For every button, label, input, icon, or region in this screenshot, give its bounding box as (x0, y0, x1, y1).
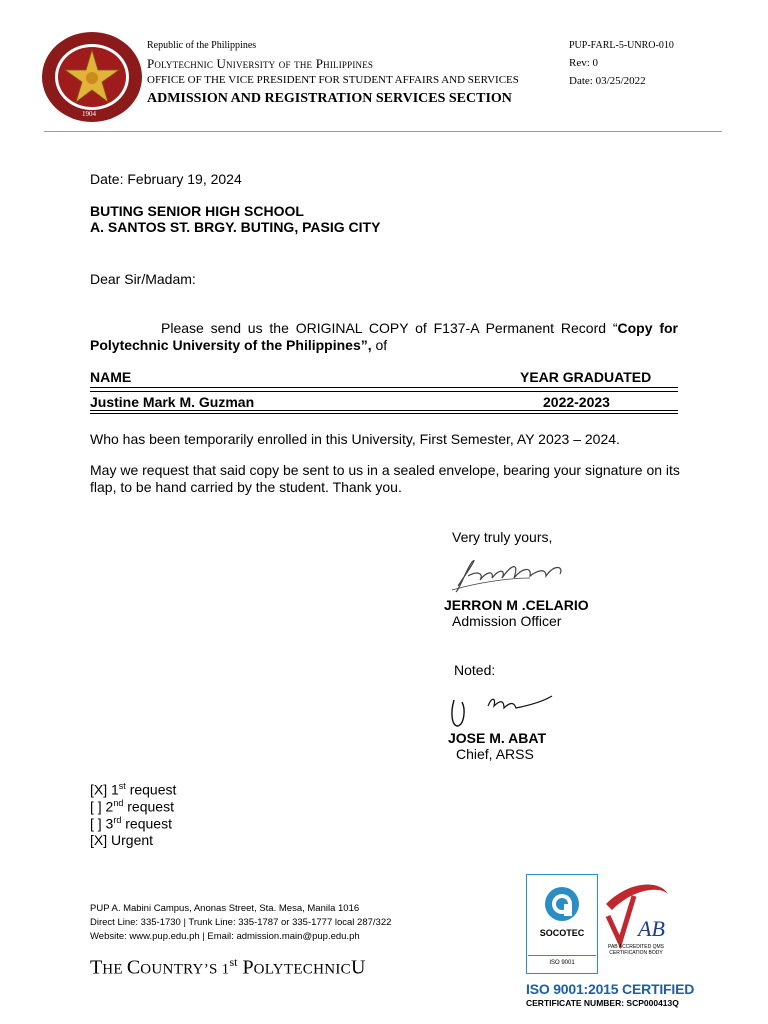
request-item-label: request (121, 815, 172, 832)
table-rule (90, 410, 678, 411)
footer-web: Website: www.pup.edu.ph | Email: admission.main@pup.edu.ph (90, 931, 360, 942)
request-item-urgent (90, 832, 153, 848)
form-code: PUP-FARL-5-UNRO-010 (569, 40, 674, 51)
header-divider (44, 131, 722, 132)
signature-abat (446, 690, 558, 730)
socotec-logo-icon (540, 882, 584, 926)
recipient-school: BUTING SENIOR HIGH SCHOOL (90, 203, 304, 219)
tagline-part: C (126, 956, 141, 979)
recipient-address: A. SANTOS ST. BRGY. BUTING, PASIG CITY (90, 219, 381, 235)
certificate-number: CERTIFICATE NUMBER: SCP000413Q (526, 998, 679, 1008)
header-republic: Republic of the Philippines (147, 40, 257, 51)
enrollment-paragraph: Who has been temporarily enrolled in this University, First Semester, AY 2023 – 2024. (90, 431, 620, 447)
header-section: ADMISSION AND REGISTRATION SERVICES SECTION (147, 91, 512, 106)
socotec-name: SOCOTEC (539, 928, 585, 938)
tagline-part: HE (102, 961, 127, 978)
header-university: Polytechnic University of the Philippines (147, 56, 374, 71)
seal-year: 1904 (82, 110, 96, 118)
request-paragraph-bold: Copy for Polytechnic University of the Philippines”, (90, 320, 678, 353)
pab-logo-icon (600, 874, 672, 972)
table-header-name: NAME (90, 369, 132, 385)
footer-address: PUP A. Mabini Campus, Anonas Street, Sta. Mesa, Manila 1016 (90, 903, 360, 914)
request-item-text: [ ] 2 (90, 798, 114, 815)
table-cell-name: Justine Mark M. Guzman (90, 394, 255, 410)
request-paragraph (90, 320, 678, 354)
tagline-part: P (237, 956, 254, 979)
request-item-text: [ ] 3 (90, 815, 114, 832)
tagline-part: OLYTECHNIC (253, 961, 351, 978)
table-rule (90, 387, 678, 388)
instructions-paragraph: May we request that said copy be sent to us in a sealed envelope, bearing your signature on its flap, to be hand carried by the student. Thank you. (90, 462, 680, 495)
iso-certified: ISO 9001:2015 CERTIFIED (526, 981, 695, 997)
table-header-year: YEAR GRADUATED (520, 369, 652, 385)
signatory1-name: JERRON M .CELARIO (444, 597, 589, 613)
tagline-part: T (90, 956, 103, 979)
form-date: Date: 03/25/2022 (569, 75, 646, 87)
tagline-part: U (350, 956, 366, 979)
closing: Very truly yours, (452, 529, 553, 545)
request-item-text: [X] 1 (90, 781, 119, 798)
request-item-first (90, 781, 176, 798)
socotec-iso: ISO 9001 (528, 955, 596, 971)
signatory2-title: Chief, ARSS (456, 746, 534, 762)
header-office: OFFICE OF THE VICE PRESIDENT FOR STUDENT AFFAIRS AND SERVICES (147, 74, 519, 86)
request-paragraph-end: of (371, 337, 388, 353)
tagline-part: st (229, 955, 238, 969)
request-item-text: [X] Urgent (90, 832, 154, 848)
request-paragraph-text: Please send us the ORIGINAL COPY of F137-A Permanent Record “ (161, 320, 618, 336)
form-rev: Rev: 0 (569, 57, 599, 69)
table-rule (90, 391, 678, 392)
signature-celario (450, 548, 574, 596)
tagline-part: OUNTRY’S 1 (140, 961, 230, 978)
request-item-sup: st (118, 781, 126, 791)
salutation: Dear Sir/Madam: (90, 271, 196, 287)
pab-caption: PAB ACCREDITED QMS CERTIFICATION BODY (607, 944, 665, 956)
table-rule (90, 413, 678, 414)
request-item-label: request (123, 798, 174, 815)
svg-text:AB: AB (638, 916, 665, 941)
noted-label: Noted: (454, 662, 496, 678)
request-item-third (90, 815, 172, 832)
signatory1-title: Admission Officer (452, 613, 562, 629)
request-item-second (90, 798, 174, 815)
tagline (90, 955, 365, 980)
footer-phones: Direct Line: 335-1730 | Trunk Line: 335-1787 or 335-1777 local 287/322 (90, 917, 392, 928)
signatory2-name: JOSE M. ABAT (448, 730, 547, 746)
request-item-sup: rd (113, 815, 122, 825)
table-cell-year: 2022-2023 (543, 394, 610, 410)
letter-date: Date: February 19, 2024 (90, 171, 242, 187)
request-item-label: request (125, 781, 177, 798)
request-item-sup: nd (113, 798, 124, 808)
